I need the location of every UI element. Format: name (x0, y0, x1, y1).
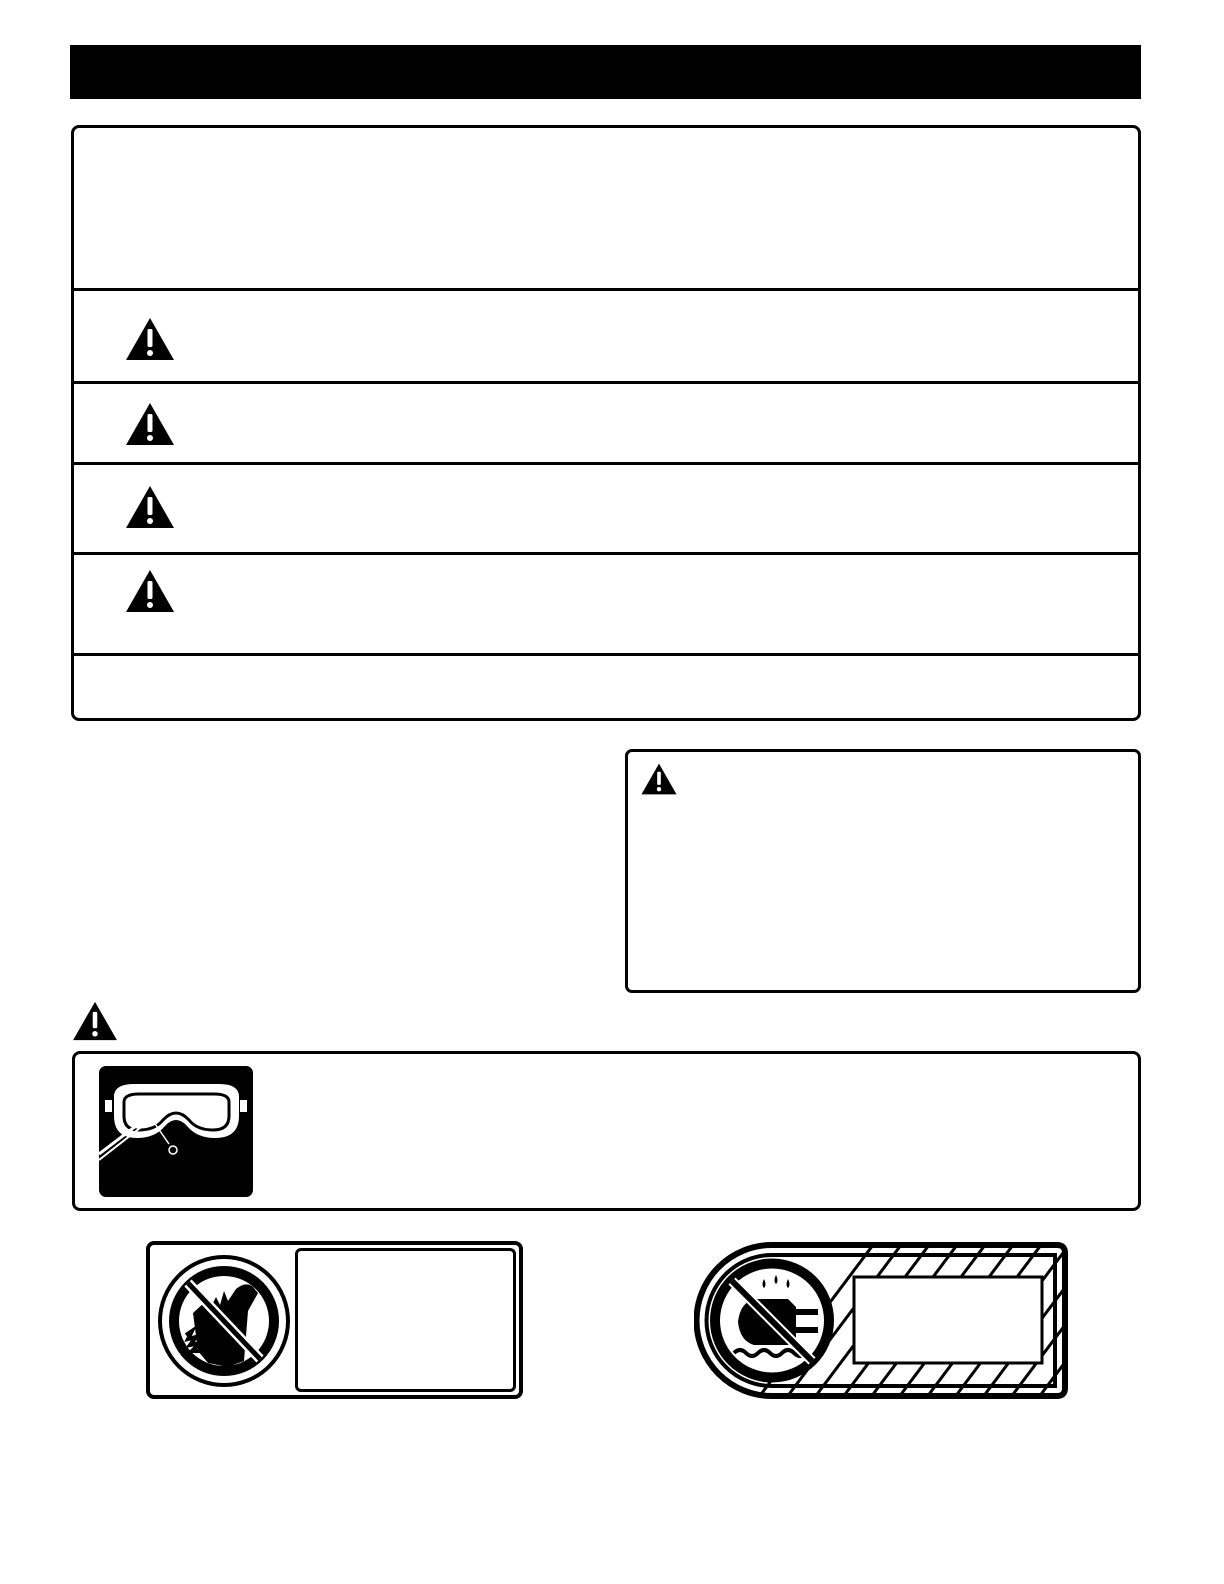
warning-triangle-icon (124, 401, 176, 447)
table-footer-row (74, 656, 1138, 718)
safety-symbol-table (71, 125, 1141, 721)
eye-protection-box (72, 1051, 1141, 1211)
warning-triangle-icon (124, 484, 176, 530)
table-row (74, 291, 1138, 384)
warning-box (625, 749, 1141, 993)
table-row (74, 555, 1138, 656)
no-wet-plug-label (694, 1241, 1069, 1400)
table-row (74, 465, 1138, 555)
no-hand-icon (158, 1251, 290, 1391)
warning-triangle-icon (124, 568, 176, 614)
safety-goggles-icon (99, 1066, 253, 1197)
no-wet-plug-label-text (856, 1279, 1040, 1361)
warning-triangle-icon (124, 316, 176, 362)
page-title-bar (70, 45, 1141, 99)
table-intro-row (74, 128, 1138, 291)
no-hand-label (146, 1241, 523, 1399)
warning-triangle-icon (640, 762, 678, 796)
warning-triangle-icon (71, 1000, 119, 1042)
table-row (74, 384, 1138, 465)
no-hand-label-panel (295, 1248, 516, 1392)
